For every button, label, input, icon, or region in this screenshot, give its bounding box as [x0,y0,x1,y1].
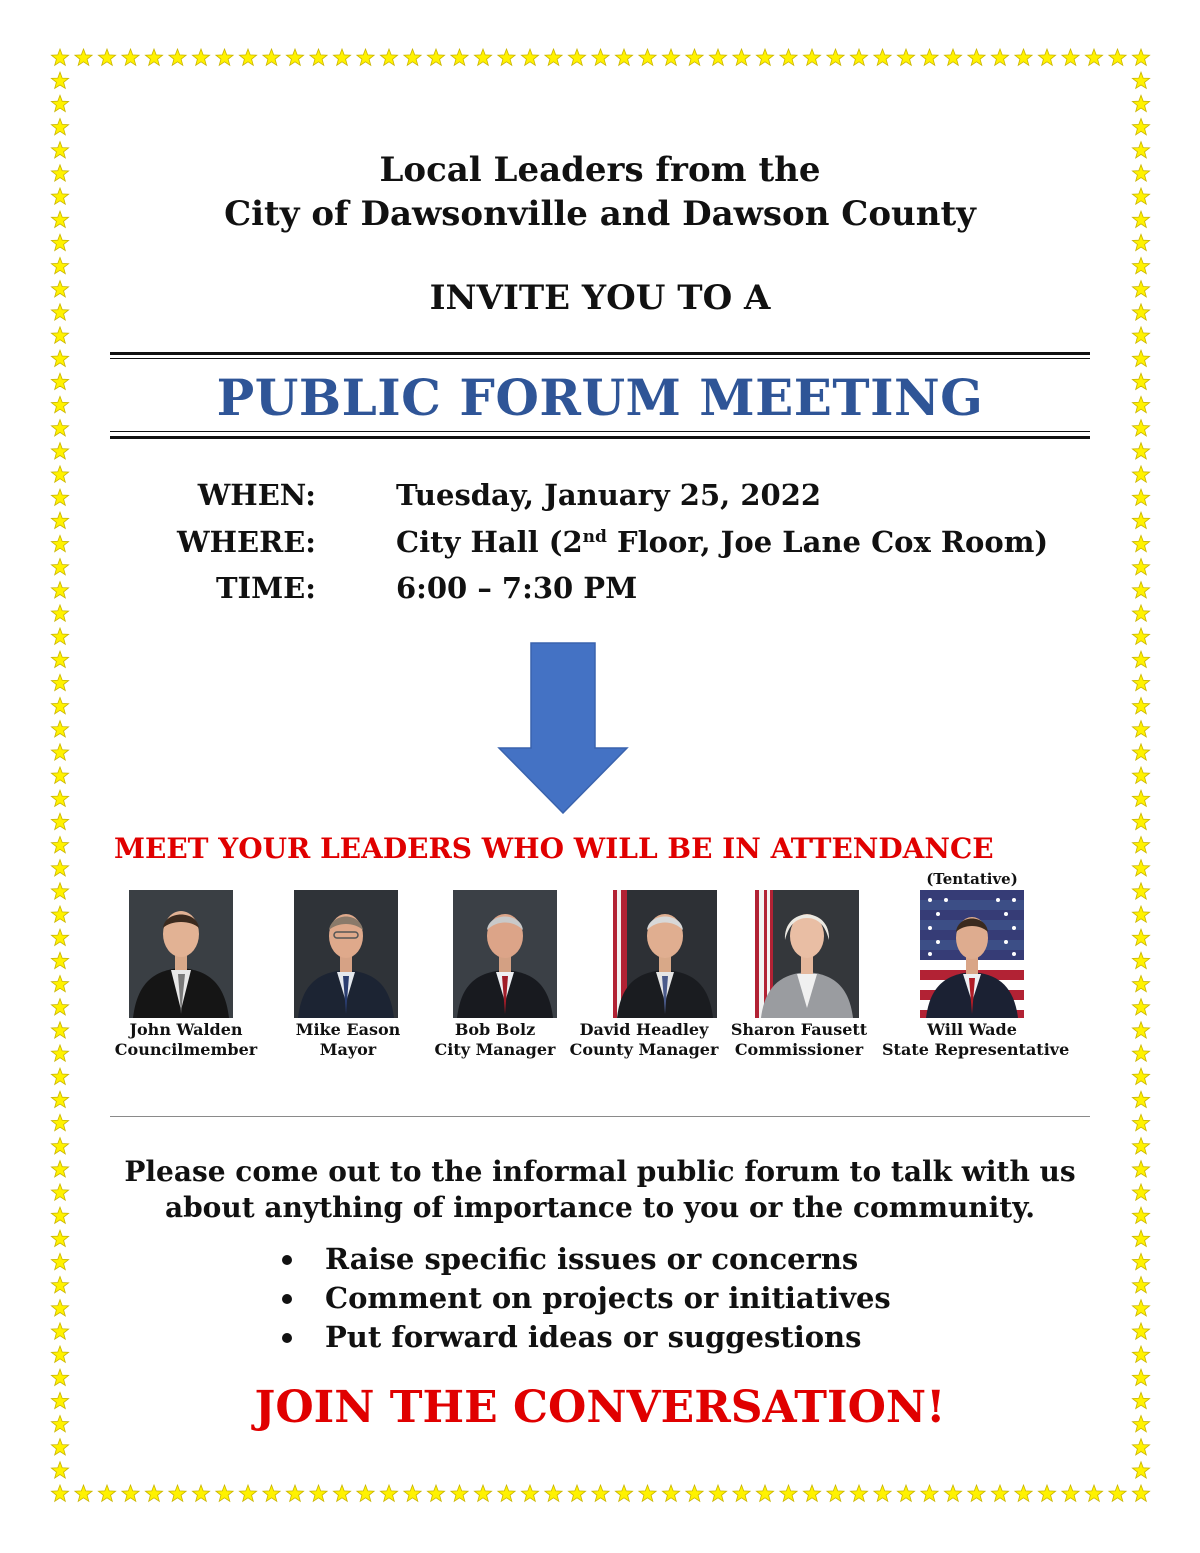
star-icon [1132,721,1149,737]
star-icon [1132,1068,1149,1084]
star-icon [51,1068,68,1084]
star-icon [51,721,68,737]
star-icon [51,1346,68,1362]
title-rule-bottom-thick [110,436,1090,439]
star-icon [51,1462,68,1478]
star-icon [1132,1300,1149,1316]
star-icon [1132,1138,1149,1154]
star-icon [1132,119,1149,135]
star-icon [169,49,186,65]
time-value: 6:00 – 7:30 PM [396,571,638,605]
bullet-icon [282,1255,292,1265]
star-icon [1085,49,1102,65]
star-icon [1132,1114,1149,1130]
star-icon [51,1323,68,1339]
where-value-start: City Hall (2 [396,525,583,559]
star-icon [1132,1439,1149,1455]
star-icon [51,744,68,760]
star-icon [686,49,703,65]
star-icon [51,1045,68,1061]
header-line-2: City of Dawsonville and Dawson County [224,194,976,234]
star-icon [263,1485,280,1501]
star-icon [51,1091,68,1107]
star-icon [615,49,632,65]
star-icon [1132,234,1149,250]
star-icon [380,1485,397,1501]
where-label: WHERE: [177,525,316,559]
title-rule-top-thin [110,358,1090,359]
star-icon [850,49,867,65]
star-icon [686,1485,703,1501]
star-icon [1132,837,1149,853]
star-icon [427,1485,444,1501]
star-icon [51,790,68,806]
star-icon [944,49,961,65]
star-icon [850,1485,867,1501]
header-line-1: Local Leaders from the [379,150,821,190]
star-icon [451,49,468,65]
bullet-icon [282,1333,292,1343]
star-icon [51,976,68,992]
star-icon [286,1485,303,1501]
star-icon [615,1485,632,1501]
star-icon [51,999,68,1015]
leader-name: Bob Bolz [454,1020,536,1039]
star-icon [803,49,820,65]
star-icon [357,1485,374,1501]
star-icon [1038,1485,1055,1501]
star-icon [310,1485,327,1501]
tentative-note: (Tentative) [926,870,1018,888]
star-icon [498,1485,515,1501]
star-icon [216,1485,233,1501]
star-icon [897,1485,914,1501]
star-icon [1132,674,1149,690]
star-icon [921,1485,938,1501]
star-icon [98,49,115,65]
list-item [278,1318,891,1357]
star-icon [51,1439,68,1455]
star-icon [474,49,491,65]
star-icon [51,1485,68,1501]
star-icon [1132,952,1149,968]
star-icon [944,1485,961,1501]
star-icon [51,1277,68,1293]
bullet-text: Raise specific issues or concerns [325,1242,859,1276]
star-icon [51,258,68,274]
star-icon [1132,1462,1149,1478]
star-icon [521,1485,538,1501]
star-icon [51,883,68,899]
star-icon [51,767,68,783]
invitation-line-1: Please come out to the informal public forum to talk with us [124,1155,1076,1188]
star-icon [1132,698,1149,714]
leader-title: Commissioner [734,1040,864,1059]
header-line-3: INVITE YOU TO A [429,278,771,318]
star-icon [1132,49,1149,65]
star-icon [98,1485,115,1501]
star-icon [51,443,68,459]
star-icon [968,49,985,65]
star-icon [1109,1485,1126,1501]
star-icon [733,49,750,65]
star-icon [263,49,280,65]
star-icon [1132,790,1149,806]
star-icon [451,1485,468,1501]
down-arrow-icon [497,642,629,814]
leader-title: County Manager [569,1040,719,1059]
when-value: Tuesday, January 25, 2022 [396,478,822,512]
star-icon [380,49,397,65]
star-icon [239,1485,256,1501]
star-icon [51,906,68,922]
star-icon [662,1485,679,1501]
star-icon [662,49,679,65]
star-icon [1132,929,1149,945]
title-rule-top-thick [110,352,1090,355]
list-item [278,1279,891,1318]
star-icon [545,1485,562,1501]
star-icon [51,1300,68,1316]
star-icon [1132,443,1149,459]
star-icon [145,49,162,65]
leader-photo-john-walden [129,890,233,1018]
star-icon [521,49,538,65]
star-icon [1015,49,1032,65]
closing-call-to-action: JOIN THE CONVERSATION! [254,1382,946,1433]
star-icon [286,49,303,65]
star-icon [780,49,797,65]
star-icon [1132,350,1149,366]
star-icon [1132,860,1149,876]
star-icon [239,49,256,65]
star-icon [568,1485,585,1501]
star-icon [1132,1091,1149,1107]
star-icon [1132,1277,1149,1293]
star-icon [51,49,68,65]
star-icon [1132,1323,1149,1339]
where-value-ordinal: nd [582,527,607,547]
star-icon [333,49,350,65]
time-row [0,571,1200,615]
leader-title: City Manager [434,1040,556,1059]
leader-photo-sharon-fausett [755,890,859,1018]
star-icon [145,1485,162,1501]
star-icon [1132,976,1149,992]
star-icon [1132,327,1149,343]
star-icon [122,1485,139,1501]
where-value [396,525,1048,559]
star-icon [51,327,68,343]
star-icon [827,1485,844,1501]
star-icon [827,49,844,65]
star-icon [592,49,609,65]
star-icon [1132,95,1149,111]
star-icon [51,1114,68,1130]
star-icon [51,813,68,829]
where-value-end: Floor, Joe Lane Cox Room) [606,525,1049,559]
star-icon [51,860,68,876]
star-icon [568,49,585,65]
star-icon [1132,1485,1149,1501]
bullet-icon [282,1294,292,1304]
star-icon [169,1485,186,1501]
star-icon [1132,767,1149,783]
star-icon [639,1485,656,1501]
star-icon [51,628,68,644]
when-label: WHEN: [197,478,316,512]
bullet-list [278,1240,891,1357]
star-icon [874,49,891,65]
bullet-text: Comment on projects or initiatives [325,1281,891,1315]
star-icon [192,1485,209,1501]
star-icon [1132,883,1149,899]
star-icon [639,49,656,65]
star-icon [1015,1485,1032,1501]
star-icon [75,49,92,65]
list-item [278,1240,891,1279]
section-divider [110,1116,1090,1117]
star-icon [897,49,914,65]
star-icon [709,1485,726,1501]
star-icon [75,1485,92,1501]
page-title: PUBLIC FORUM MEETING [216,368,984,427]
star-icon [991,1485,1008,1501]
star-icon [1132,1022,1149,1038]
star-icon [51,1022,68,1038]
star-icon [921,49,938,65]
star-icon [803,1485,820,1501]
star-icon [357,49,374,65]
star-icon [51,952,68,968]
star-icon [474,1485,491,1501]
where-row [0,525,1200,569]
leader-name: Will Wade [927,1020,1017,1039]
bullet-text: Put forward ideas or suggestions [325,1320,862,1354]
when-row [0,478,1200,522]
star-icon [51,1253,68,1269]
star-icon [216,49,233,65]
leader-photo-david-headley [613,890,717,1018]
star-icon [733,1485,750,1501]
star-icon [545,49,562,65]
star-icon [404,49,421,65]
leader-name: David Headley [579,1020,709,1039]
star-icon [51,72,68,88]
leaders-heading: MEET YOUR LEADERS WHO WILL BE IN ATTENDANCE [114,832,994,865]
star-icon [1109,49,1126,65]
star-icon [404,1485,421,1501]
star-icon [1038,49,1055,65]
star-icon [51,698,68,714]
star-icon [1085,1485,1102,1501]
star-icon [592,1485,609,1501]
star-icon [968,1485,985,1501]
title-rule-bottom-thin [110,431,1090,432]
leader-title: Mayor [319,1040,377,1059]
leader-name: Sharon Fausett [730,1020,868,1039]
star-icon [780,1485,797,1501]
star-icon [427,49,444,65]
star-icon [51,651,68,667]
star-icon [709,49,726,65]
star-icon [1132,628,1149,644]
star-icon [310,49,327,65]
star-icon [333,1485,350,1501]
star-icon [192,49,209,65]
leader-photo-mike-eason [294,890,398,1018]
star-icon [1132,744,1149,760]
star-icon [51,234,68,250]
star-icon [1132,1346,1149,1362]
invitation-line-2: about anything of importance to you or the community. [164,1191,1036,1224]
star-icon [1132,1045,1149,1061]
time-label: TIME: [215,571,316,605]
leader-name: John Walden [129,1020,243,1039]
star-icon [1132,999,1149,1015]
star-icon [51,1230,68,1246]
leader-name: Mike Eason [295,1020,401,1039]
leader-title: Councilmember [114,1040,258,1059]
star-icon [1132,258,1149,274]
star-icon [1132,1253,1149,1269]
star-icon [1062,49,1079,65]
star-icon [498,49,515,65]
star-icon [1132,813,1149,829]
star-icon [51,119,68,135]
star-icon [1132,906,1149,922]
star-icon [991,49,1008,65]
star-icon [122,49,139,65]
star-icon [756,49,773,65]
star-icon [51,1138,68,1154]
star-icon [51,674,68,690]
star-icon [756,1485,773,1501]
star-icon [51,350,68,366]
star-icon [1062,1485,1079,1501]
leader-title: State Representative [882,1040,1070,1059]
leader-photo-will-wade [920,890,1024,1018]
leader-photo-bob-bolz [453,890,557,1018]
star-icon [1132,651,1149,667]
star-icon [1132,1230,1149,1246]
star-icon [874,1485,891,1501]
star-icon [51,837,68,853]
star-icon [51,929,68,945]
star-icon [1132,72,1149,88]
star-icon [51,95,68,111]
